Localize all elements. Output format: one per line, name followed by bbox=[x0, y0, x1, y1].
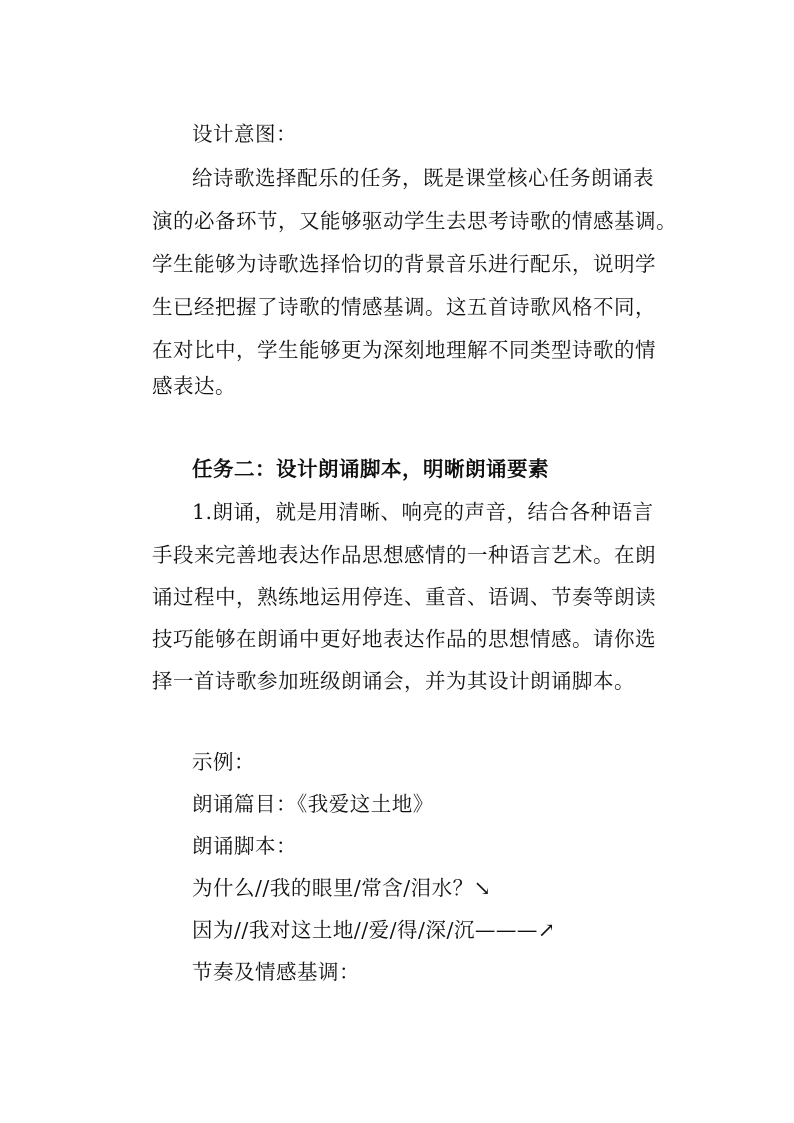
paragraph-line: 技巧能够在朗诵中更好地表达作品的思想情感。请你选 bbox=[152, 627, 656, 651]
rhythm-label: 节奏及情感基调： bbox=[192, 960, 360, 984]
paragraph-line: 给诗歌选择配乐的任务，既是课堂核心任务朗诵表 bbox=[192, 166, 654, 190]
example-poem-title: 朗诵篇目：《我爱这土地》 bbox=[192, 792, 434, 816]
paragraph-line: 演的必备环节，又能够驱动学生去思考诗歌的情感基调。 bbox=[152, 209, 677, 233]
script-line: 因为//我对这土地//爱/得/深/沉———↗ bbox=[192, 918, 556, 942]
script-line: 为什么//我的眼里/常含/泪水？↘ bbox=[192, 876, 492, 900]
paragraph-line: 手段来完善地表达作品思想感情的一种语言艺术。在朗 bbox=[152, 543, 656, 567]
design-intent-heading: 设计意图： bbox=[192, 122, 297, 146]
paragraph-line: 择一首诗歌参加班级朗诵会，并为其设计朗诵脚本。 bbox=[152, 669, 635, 693]
example-label: 示例： bbox=[192, 750, 255, 774]
paragraph-line: 诵过程中，熟练地运用停连、重音、语调、节奏等朗读 bbox=[152, 585, 656, 609]
paragraph-line: 生已经把握了诗歌的情感基调。这五首诗歌风格不同， bbox=[152, 295, 656, 319]
paragraph-line: 在对比中，学生能够更为深刻地理解不同类型诗歌的情 bbox=[152, 338, 656, 362]
paragraph-line: 感表达。 bbox=[152, 374, 236, 398]
task-two-title: 任务二：设计朗诵脚本，明晰朗诵要素 bbox=[192, 457, 549, 481]
script-label: 朗诵脚本： bbox=[192, 834, 297, 858]
paragraph-line: 1.朗诵，就是用清晰、响亮的声音，结合各种语言 bbox=[192, 500, 654, 524]
paragraph-line: 学生能够为诗歌选择恰切的背景音乐进行配乐，说明学 bbox=[152, 252, 656, 276]
